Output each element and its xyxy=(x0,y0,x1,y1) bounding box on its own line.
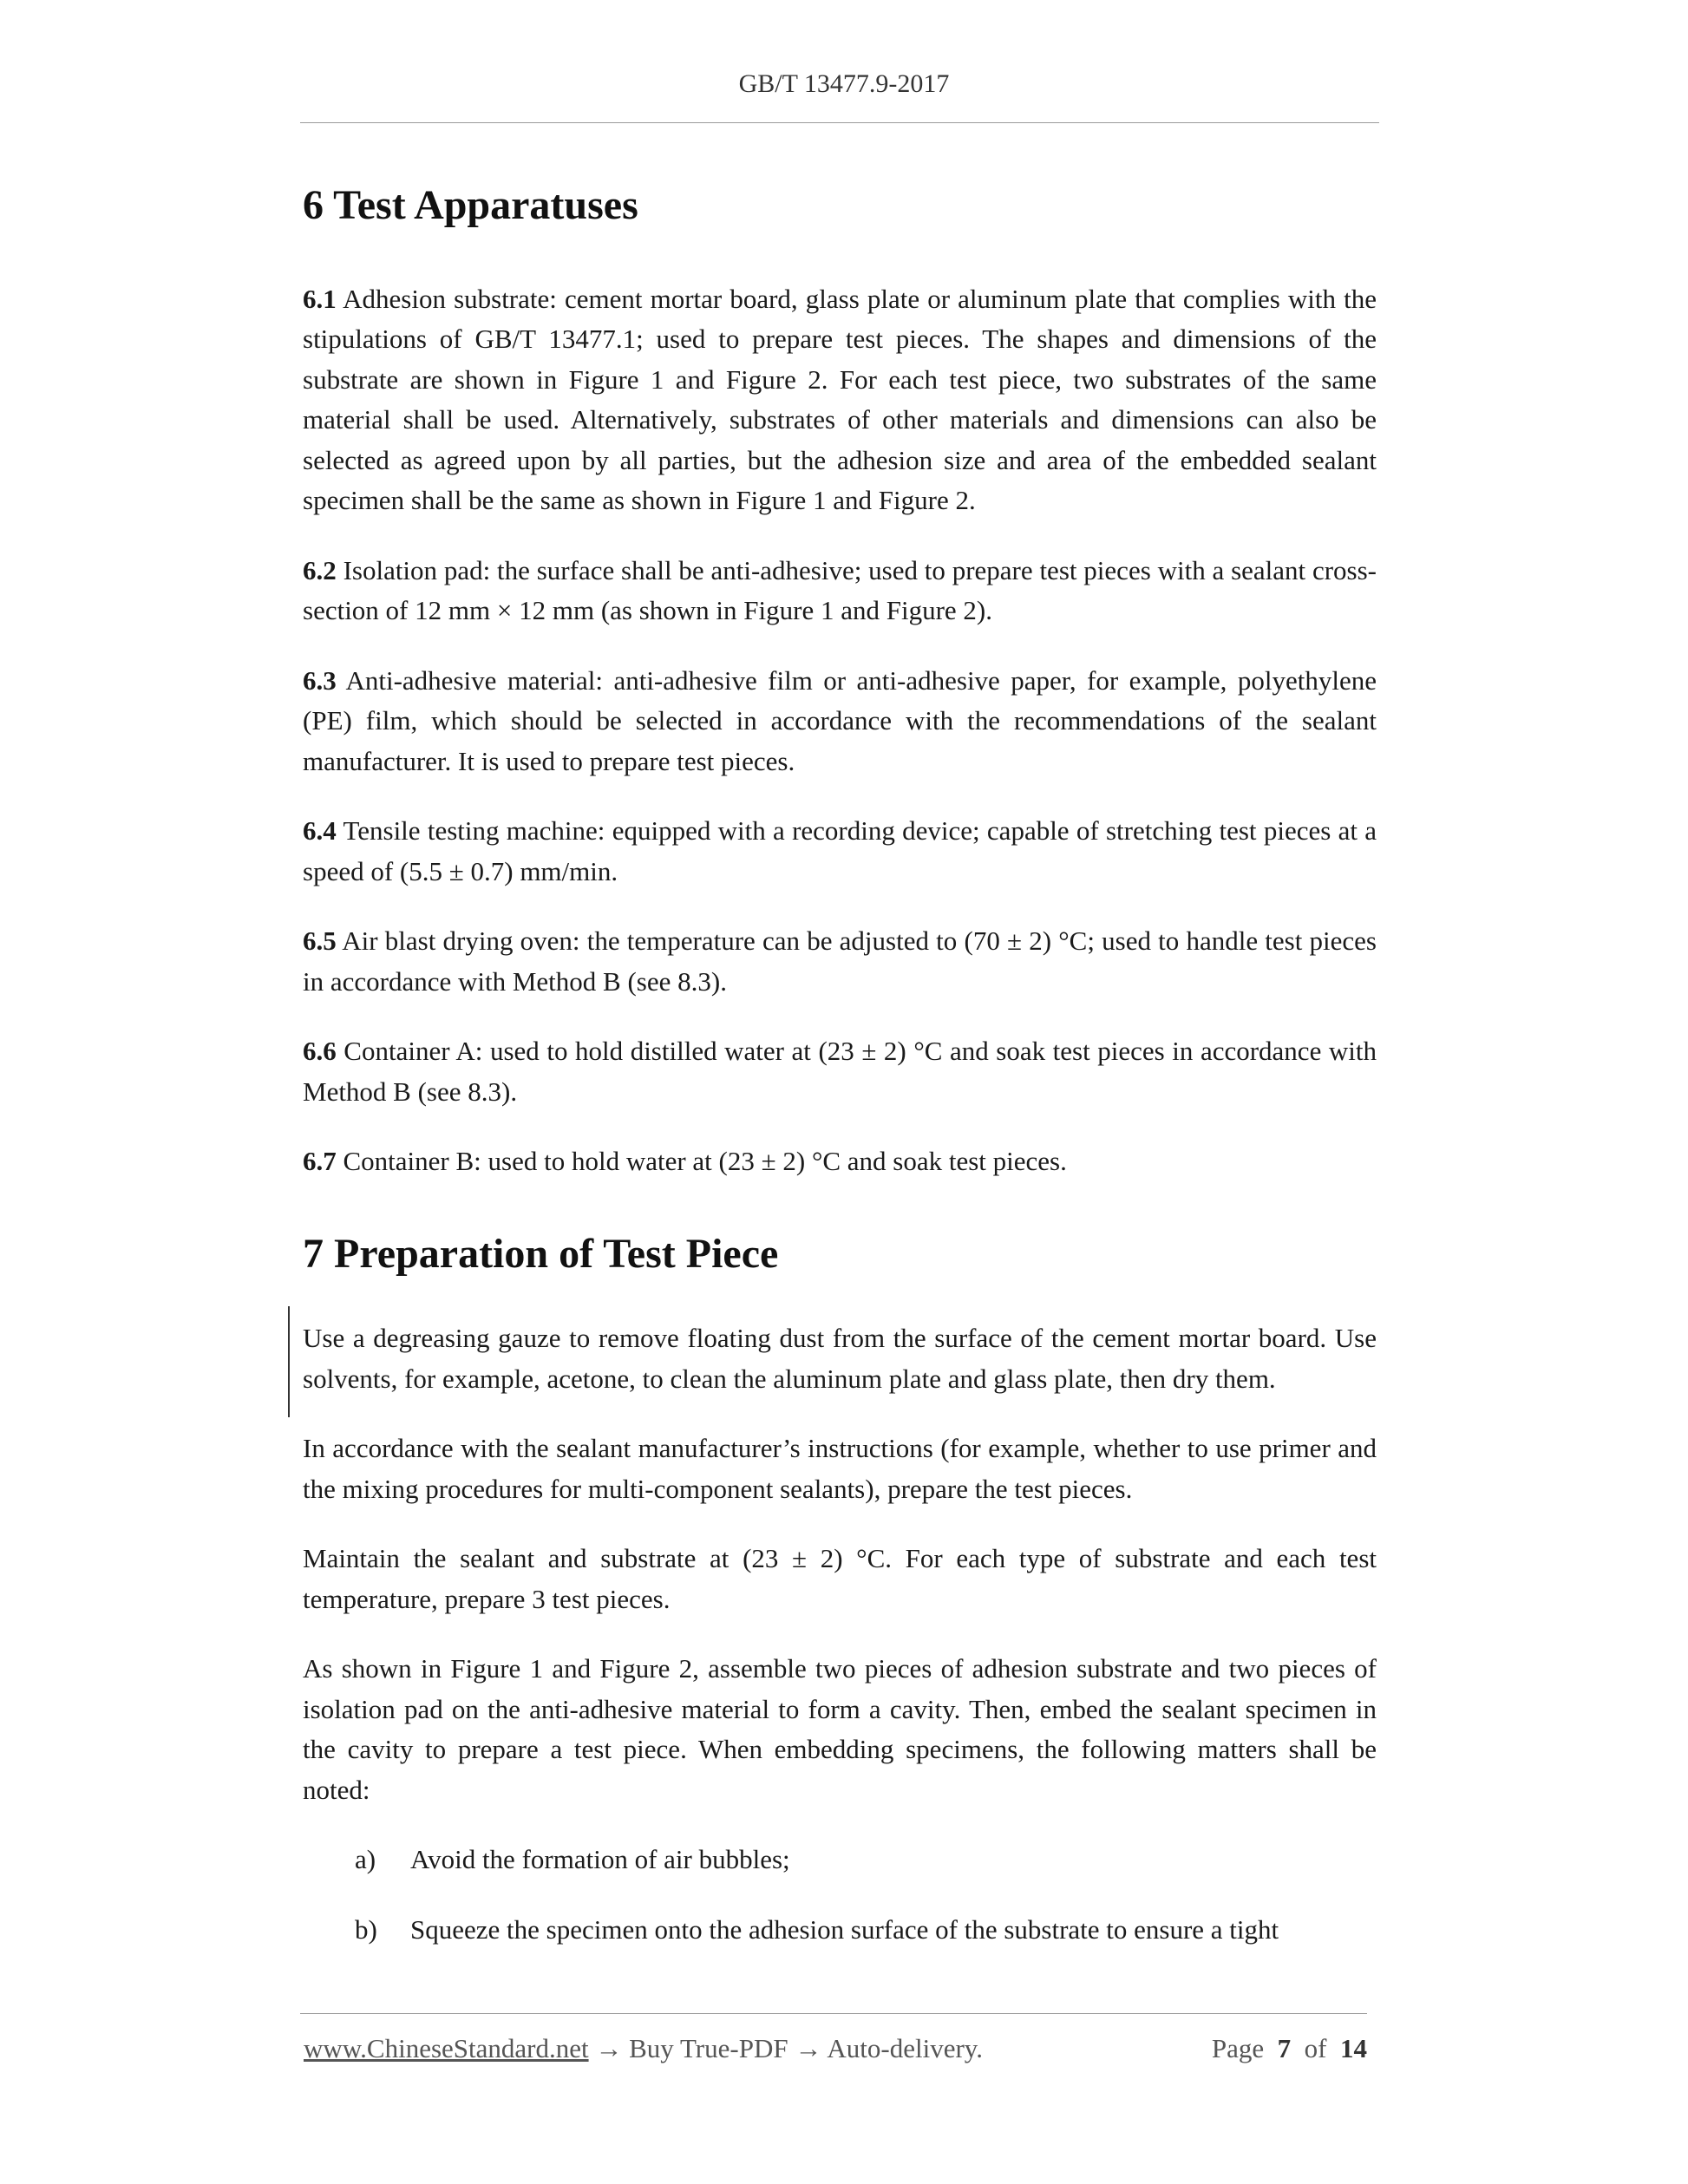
clause-6-6 xyxy=(303,1031,1377,1112)
paragraph-manufacturer-instructions: In accordance with the sealant manufacturer’s instructions (for example, whether to use primer and the mixing procedures for multi-component sealants), prepare the test pieces. xyxy=(303,1433,1377,1504)
arrow-icon: → xyxy=(588,2033,630,2063)
clause-6-5 xyxy=(303,921,1377,1002)
clause-text: Container B: used to hold water at (23 ± 2) °C and soak test pieces. xyxy=(336,1146,1067,1177)
clause-6-2 xyxy=(303,551,1377,631)
site-link[interactable]: www.ChineseStandard.net xyxy=(304,2033,589,2063)
clause-number: 6.7 xyxy=(303,1146,337,1177)
document-code-header: GB/T 13477.9-2017 xyxy=(738,69,950,98)
current-page: 7 xyxy=(1277,2033,1292,2063)
clause-6-1 xyxy=(303,279,1377,521)
paragraph-assembly: As shown in Figure 1 and Figure 2, assemble two pieces of adhesion substrate and two pieces of isolation pad on the anti-adhesive material to form a cavity. Then, embed the sealant specimen in the cavity to prepare a test piece. When embedding specimens, the following matters shall be noted: xyxy=(303,1653,1377,1805)
paragraph-cleaning: Use a degreasing gauze to remove floating dust from the surface of the cement mortar board. Use solvents, for example, acetone, to clean the aluminum plate and glass plate, then dry them. xyxy=(303,1318,1377,1399)
footer-promo xyxy=(304,2033,983,2063)
buy-pdf-text: Buy True-PDF xyxy=(629,2033,788,2063)
of-label: of xyxy=(1304,2033,1327,2063)
clause-6-7 xyxy=(303,1141,1377,1182)
list-item-a xyxy=(355,1840,1377,1880)
footer-divider xyxy=(300,2013,1367,2014)
clause-6-4 xyxy=(303,811,1377,892)
paragraph-temperature: Maintain the sealant and substrate at (23 ± 2) °C. For each type of substrate and each test temperature, prepare 3 test pieces. xyxy=(303,1543,1377,1614)
list-label: a) xyxy=(355,1844,376,1875)
clause-text: Adhesion substrate: cement mortar board, glass plate or aluminum plate that complies with the stipulations of GB/T 13477.1; used to prepare test pieces. The shapes and dimensions of the substrate are shown in Figure 1 and Figure 2. For each test piece, two substrates of the same material shall be used. Alternatively, substrates of other materials and dimensions can also be selected as agreed upon by all parties, but the adhesion size and area of the embedded sealant specimen shall be the same as shown in Figure 1 and Figure 2. xyxy=(303,283,1377,516)
delivery-text: Auto-delivery. xyxy=(827,2033,984,2063)
section-6-heading: 6 Test Apparatuses xyxy=(303,182,638,228)
page-content xyxy=(303,180,1377,1979)
clause-text: Tensile testing machine: equipped with a recording device; capable of stretching test pieces at a speed of (5.5 ± 0.7) mm/min. xyxy=(303,815,1377,886)
section-7-heading: 7 Preparation of Test Piece xyxy=(303,1230,779,1277)
clause-number: 6.2 xyxy=(303,554,337,585)
clause-number: 6.6 xyxy=(303,1036,337,1067)
total-pages: 14 xyxy=(1340,2033,1367,2063)
list-item-b xyxy=(355,1910,1377,1951)
list-label: b) xyxy=(355,1913,377,1945)
page-label: Page xyxy=(1211,2033,1265,2063)
clause-text: Anti-adhesive material: anti-adhesive film or anti-adhesive paper, for example, polyethylene (PE) film, which should be selected in accordance with the recommendations of the sealant manufacturer. It is used to prepare test pieces. xyxy=(303,664,1377,776)
page-number xyxy=(1212,2033,1367,2064)
clause-number: 6.1 xyxy=(303,283,337,314)
clause-text: Isolation pad: the surface shall be anti-adhesive; used to prepare test pieces with a sealant cross-section of 12 mm × 12 mm (as shown in Figure 1 and Figure 2). xyxy=(303,554,1377,626)
clause-number: 6.5 xyxy=(303,925,337,957)
list-text: Squeeze the specimen onto the adhesion surface of the substrate to ensure a tight xyxy=(410,1913,1279,1945)
clause-text: Container A: used to hold distilled water at (23 ± 2) °C and soak test pieces in accordance with Method B (see 8.3). xyxy=(303,1036,1377,1107)
clause-6-3 xyxy=(303,661,1377,782)
page-footer xyxy=(304,2033,1367,2064)
clause-number: 6.4 xyxy=(303,815,337,847)
clause-text: Air blast drying oven: the temperature can be adjusted to (70 ± 2) °C; used to handle test pieces in accordance with Method B (see 8.3). xyxy=(303,925,1377,997)
arrow-icon: → xyxy=(788,2033,828,2063)
list-text: Avoid the formation of air bubbles; xyxy=(410,1844,790,1875)
clause-number: 6.3 xyxy=(303,664,337,696)
header-divider xyxy=(300,122,1379,123)
